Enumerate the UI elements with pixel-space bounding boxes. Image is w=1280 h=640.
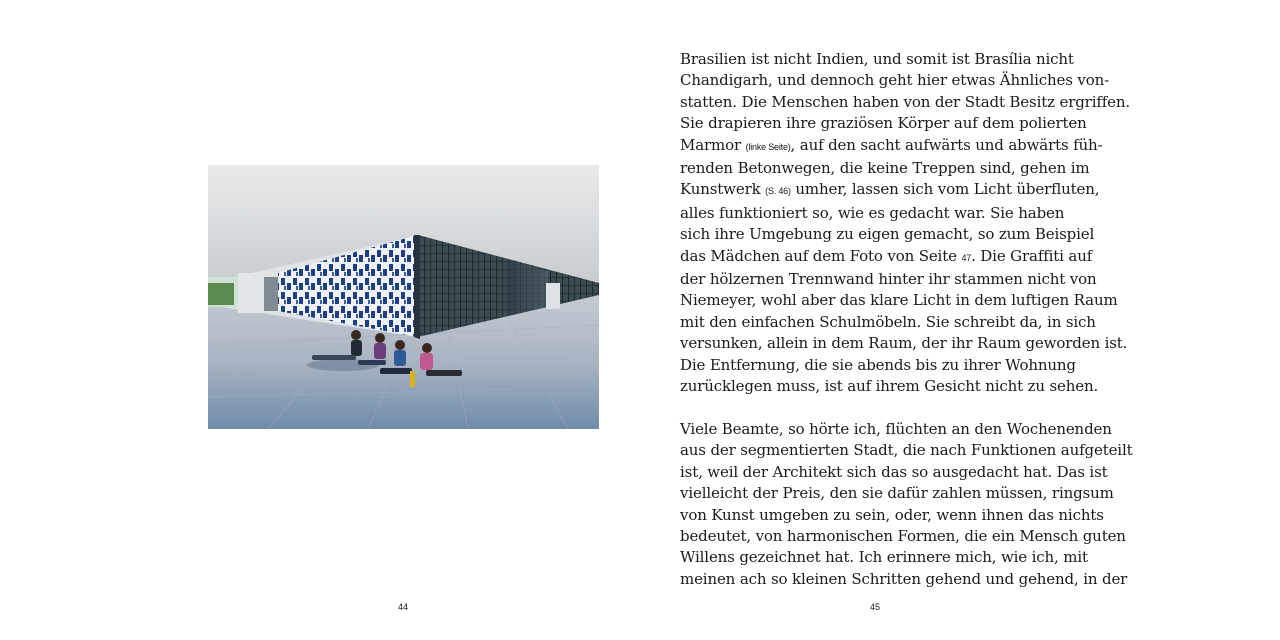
text-segment: Kunstwerk <box>680 180 766 199</box>
text-line <box>680 355 1100 376</box>
text-line <box>680 333 1128 354</box>
text-segment: Sie drapieren ihre graziösen Körper auf dem polierten <box>680 114 1087 133</box>
right-page <box>640 0 1280 640</box>
text-line <box>680 419 1112 440</box>
text-line <box>680 462 1108 483</box>
paragraph <box>680 419 1133 590</box>
text-line <box>680 158 1100 179</box>
text-line <box>680 440 1133 461</box>
text-line <box>680 70 1110 91</box>
text-segment: Marmor <box>680 135 746 154</box>
cross-reference: (linke Seite) <box>745 141 791 152</box>
photograph <box>208 165 599 429</box>
text-segment: zurücklegen muss, ist auf ihrem Gesicht nicht zu sehen. <box>680 377 1099 396</box>
photograph-icon <box>208 165 599 429</box>
text-segment: Die Entfernung, die sie abends bis zu ihrer Wohnung <box>680 355 1076 374</box>
paragraph <box>680 49 1131 398</box>
text-segment: statten. Die Menschen haben von der Stadt Besitz ergriffen. <box>680 92 1131 111</box>
text-line <box>680 526 1126 547</box>
text-segment: das Mädchen auf dem Foto von Seite <box>680 246 962 265</box>
text-segment: mit den einfachen Schulmöbeln. Sie schreibt da, in sich <box>680 312 1096 331</box>
text-segment: versunken, allein in dem Raum, der ihr Raum geworden ist. <box>680 334 1128 353</box>
text-line <box>680 376 1100 397</box>
text-segment: Willens gezeichnet hat. Ich erinnere mich, wie ich, mit <box>680 548 1088 567</box>
text-line <box>680 246 1100 269</box>
text-line <box>680 483 1114 504</box>
text-segment: Viele Beamte, so hörte ich, flüchten an den Wochenenden <box>680 419 1112 438</box>
text-line <box>680 92 1131 113</box>
text-segment: Brasilien ist nicht Indien, und somit ist Brasília nicht <box>680 50 1074 68</box>
text-segment: alles funktioniert so, wie es gedacht war. Sie haben <box>680 203 1065 222</box>
text-segment: renden Betonwegen, die keine Treppen sind, gehen im <box>680 159 1090 178</box>
text-line <box>680 49 1100 70</box>
text-segment: der hölzernen Trennwand hinter ihr stammen nicht von <box>680 270 1097 289</box>
text-segment: meinen ach so kleinen Schritten gehend und gehend, in der <box>680 569 1128 588</box>
body-text <box>680 49 1133 590</box>
text-segment: bedeutet, von harmonischen Formen, die ein Mensch guten <box>680 526 1126 545</box>
text-segment: vielleicht der Preis, den sie dafür zahlen müssen, ringsum <box>680 484 1114 503</box>
text-line <box>680 269 1100 290</box>
text-segment: sich ihre Umgebung zu eigen gemacht, so zum Beispiel <box>680 225 1095 244</box>
text-segment: Niemeyer, wohl aber das klare Licht in dem luftigen Raum <box>680 291 1118 310</box>
text-line <box>680 179 1100 202</box>
text-segment: Chandigarh, und dennoch geht hier etwas Ähnliches von- <box>680 71 1110 90</box>
cross-reference: 47 <box>961 252 972 263</box>
text-line <box>680 203 1100 224</box>
text-line <box>680 113 1100 134</box>
text-segment: von Kunst umgeben zu sein, oder, wenn ihnen das nichts <box>680 505 1104 524</box>
page-number-left: 44 <box>398 602 409 612</box>
cross-reference: (S. 46) <box>765 186 791 197</box>
text-segment: ist, weil der Architekt sich das so ausgedacht hat. Das ist <box>680 462 1108 481</box>
text-line <box>680 312 1100 333</box>
text-segment: , auf den sacht aufwärts und abwärts füh- <box>790 135 1103 154</box>
text-segment: umher, lassen sich vom Licht überfluten, <box>790 180 1100 199</box>
page-number-right: 45 <box>870 602 881 612</box>
text-segment: aus der segmentierten Stadt, die nach Funktionen aufgeteilt <box>680 441 1133 460</box>
text-line <box>680 135 1103 158</box>
text-line <box>680 224 1100 245</box>
text-segment: . Die Graffiti auf <box>971 246 1093 265</box>
text-line <box>680 569 1128 590</box>
text-line <box>680 547 1100 568</box>
text-line <box>680 505 1104 526</box>
text-line <box>680 290 1118 311</box>
